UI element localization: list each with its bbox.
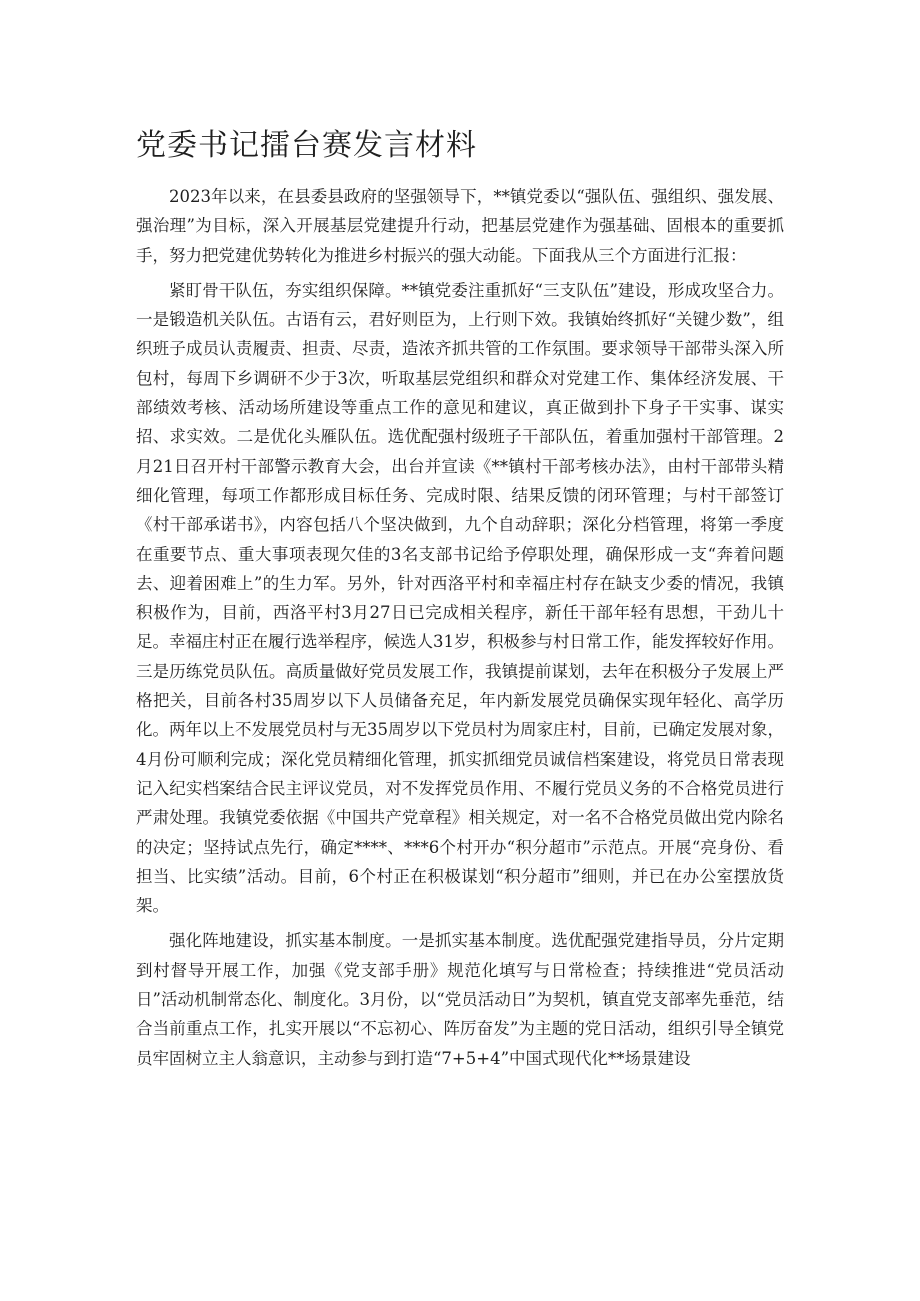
paragraph-position-building: 强化阵地建设，抓实基本制度。一是抓实基本制度。选优配强党建指导员，分片定期到村督导开展工作，加强《党支部手册》规范化填写与日常检查；持续推进“党员活动日”活动机制常态化、制度化。3月份，以“党员活动日”为契机，镇直党支部率先垂范，结合当前重点工作，扎实开展以“不忘初心、阵厉奋发”为主题的党日活动，组织引导全镇党员牢固树立主人翁意识，主动参与到打造“7+5+4”中国式现代化**场景建设 [136,931,784,1068]
paragraph-intro: 2023年以来，在县委县政府的坚强领导下，**镇党委以“强队伍、强组织、强发展、强治理”为目标，深入开展基层党建提升行动，把基层党建作为强基础、固根本的重要抓手，努力把党建优势转化为推进乡村振兴的强大动能。下面我从三个方面进行汇报： [136,187,784,265]
document-body [136,182,784,1079]
paragraph-team-building: 紧盯骨干队伍，夯实组织保障。**镇党委注重抓好“三支队伍”建设，形成攻坚合力。一是锻造机关队伍。古语有云，君好则臣为，上行则下效。我镇始终抓好“关键少数”，组织班子成员认责履责、担责、尽责，造浓齐抓共管的工作氛围。要求领导干部带头深入所包村，每周下乡调研不少于3次，听取基层党组织和群众对党建工作、集体经济发展、干部绩效考核、活动场所建设等重点工作的意见和建议，真正做到扑下身子干实事、谋实招、求实效。二是优化头雁队伍。选优配强村级班子干部队伍，着重加强村干部管理。2月21日召开村干部警示教育大会，出台并宣读《**镇村干部考核办法》，由村干部带头精细化管理，每项工作都形成目标任务、完成时限、结果反馈的闭环管理；与村干部签订《村干部承诺书》，内容包括八个坚决做到，九个自动辞职；深化分档管理，将第一季度在重要节点、重大事项表现欠佳的3名支部书记给予停职处理，确保形成一支“奔着问题去、迎着困难上”的生力军。另外，针对西洛平村和幸福庄村存在缺支少委的情况，我镇积极作为，目前，西洛平村3月27日已完成相关程序，新任干部年轻有思想，干劲儿十足。幸福庄村正在履行选举程序，候选人31岁，积极参与村日常工作，能发挥较好作用。三是历练党员队伍。高质量做好党员发展工作，我镇提前谋划，去年在积极分子发展上严格把关，目前各村35周岁以下人员储备充足，年内新发展党员确保实现年轻化、高学历化。两年以上不发展党员村与无35周岁以下党员村为周家庄村，目前，已确定发展对象，4月份可顺利完成；深化党员精细化管理，抓实抓细党员诚信档案建设，将党员日常表现记入纪实档案结合民主评议党员，对不发挥党员作用、不履行党员义务的不合格党员进行严肃处理。我镇党委依据《中国共产党章程》相关规定，对一名不合格党员做出党内除名的决定；坚持试点先行，确定****、***6个村开办“积分超市”示范点。开展“亮身份、看担当、比实绩”活动。目前，6个村正在积极谋划“积分超市”细则，并已在办公室摆放货架。 [136,280,784,916]
document-title: 党委书记擂台赛发言材料 [136,128,477,163]
